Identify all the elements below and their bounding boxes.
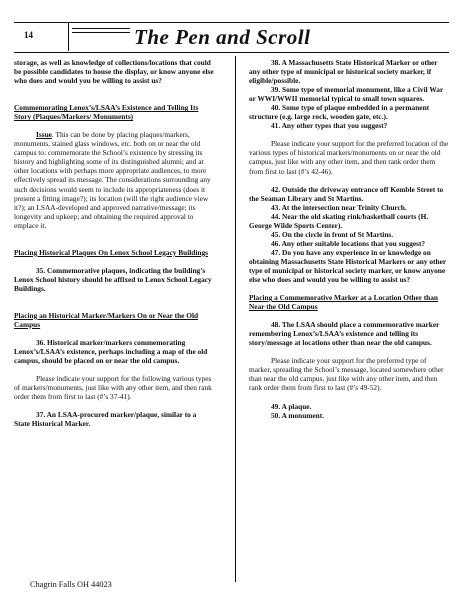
survey-item: 42. Outside the driveway entrance off Kemble Street to the Seaman Library and St Martins. [249,184,444,203]
survey-item: 49. A plaque. [271,401,312,411]
left-column [14,58,214,428]
masthead-title [134,25,310,50]
instruction-paragraph: Please indicate your support for the preferred type of marker, spreading the School’s message, located somewhere other than near the old campus, just like with any other item, and then rank order them from first to last (#’s 49-52). [249,356,444,393]
survey-item: 35. Commemorative plaques, indicating the building’s Lenox School history should be affixed to Lenox School Legacy Buildings. [14,265,212,293]
survey-item: 47. Do you have any experience in or knowledge on obtaining Massachusetts State Historical Markers or any other type of municipal or historical society marker, or know anyone else who does and would you be willing to assist us? [249,247,446,285]
survey-item: 40. Some type of plaque embedded in a permanent structure (e.g. large rock, wooden gate, etc.). [249,103,430,122]
survey-item: 38. A Massachusetts State Historical Marker or other any other type of municipal or historical society marker, if eligible/possible. [249,58,438,86]
page-number: 14 [24,30,33,40]
survey-item: 46. Any other suitable locations that you suggest? [271,238,426,248]
survey-item: 39. Some type of memorial monument, like a Civil War or WWI/WWII memorial typical to small town squares. [249,85,444,104]
section-heading: Placing Historical Plaques On Lenox School Legacy Buildings [14,247,209,257]
survey-item: 50. A monument. [271,410,325,420]
page-header [14,22,449,54]
survey-item: 37. An LSAA-procured marker/plaque, similar to a State Historical Marker. [14,410,197,429]
header-ornament-rule [72,32,130,33]
issue-paragraph [14,130,214,230]
survey-item: 44. Near the old skating rink/basketball courts (H. George Wilde Sports Center). [249,211,429,230]
masthead-text: The Pen and Scroll [134,25,311,49]
right-column [249,58,449,420]
header-ornament-rule [72,28,130,29]
issue-text: . This can be done by placing plaques/markers, monuments, stained glass windows, etc. both on or near the old campus to: commemorate the School’s existence by stressing its history and highlighting some of its distinguished alumni; and at other locations with perhaps more appropriate audiences, to more effectively spread its message. The considerations surrounding any such decisions would seem to include its appropriateness (does it present a fitting image?); its location (will the right audience view it?); an LSAA-developed and approved narrative/message; its longevity and upkeep; and obtaining the required approval to emplace it. [14,130,211,230]
column-divider [235,56,236,582]
issue-label: Issue [36,130,52,140]
instruction-paragraph: Please indicate your support for the preferred location of the various types of historical markers/monuments on or near the old campus, just like with any other item, and then rank order them from first to last (#’s 42-46). [249,139,449,176]
page-number-box [14,22,69,51]
header-top-rule [14,22,449,23]
header-bottom-rule [14,52,449,53]
survey-item: 41. Any other types that you suggest? [271,121,388,131]
survey-item: 43. At the intersection near Trinity Church. [271,202,407,212]
survey-item: 45. On the circle in front of St Martins. [271,229,394,239]
section-heading: Commemorating Lenox’s/LSAA’s Existence and Telling Its Story (Plaques/Markers/ Monuments) [14,103,199,122]
instruction-paragraph: Please indicate your support for the following various types of markers/monuments, just like with any other item, and then rank order them from first to last (#’s 37-41). [14,374,212,402]
section-heading: Placing a Commemorative Marker at a Location Other than Near the Old Campus [249,293,439,312]
paragraph: storage, as well as knowledge of collections/locations that could be possible candidates to house the display, or know anyone else who does and would you be willing to assist us? [14,58,214,86]
survey-item: 36. Historical marker/markers commemorating Lenox’s/LSAA’s existence, perhaps including a map of the old campus, should be placed on or near the old campus. [14,338,208,366]
footer-location: Chagrin Falls OH 44023 [30,580,112,589]
survey-item: 48. The LSAA should place a commemorative marker remembering Lenox’s/LSAA’s existence and telling its story/message at locations other than near the old campus. [249,320,440,348]
section-heading: Placing an Historical Marker/Markers On or Near the Old Campus [14,310,199,329]
